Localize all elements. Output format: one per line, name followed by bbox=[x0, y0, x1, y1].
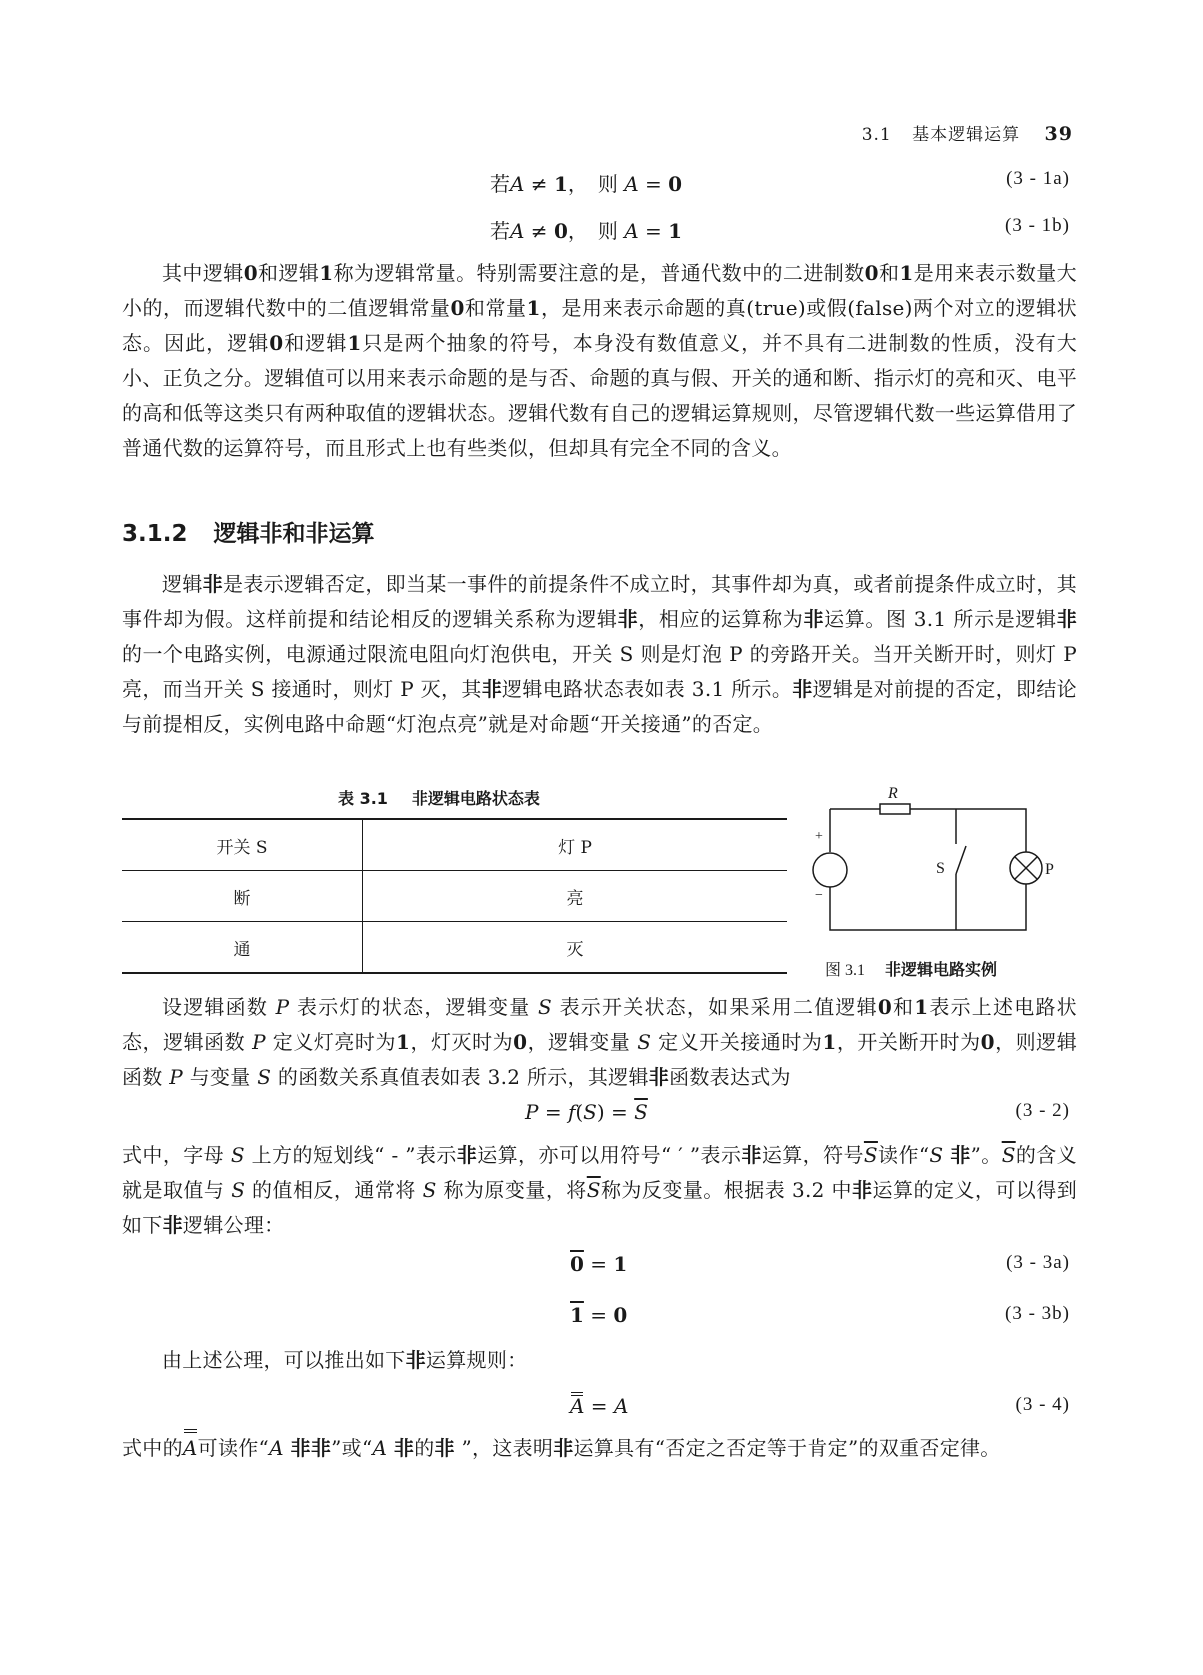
text: 称为原变量，将 bbox=[436, 1178, 587, 1202]
bold-term: 1 bbox=[899, 261, 914, 285]
variable: P bbox=[275, 995, 290, 1019]
text: 逻辑公理： bbox=[182, 1213, 285, 1237]
eq-const: 0 bbox=[613, 1303, 628, 1327]
eq-func: f bbox=[567, 1100, 576, 1124]
wire bbox=[830, 884, 1026, 930]
bold-term: 非 bbox=[162, 1213, 183, 1237]
text: ”。 bbox=[970, 1143, 1002, 1167]
eq-var: S bbox=[583, 1100, 597, 1124]
variable-negated: $\overline{S}$ bbox=[863, 1143, 878, 1167]
text: 设逻辑函数 bbox=[162, 995, 276, 1019]
bold-term: 非 bbox=[553, 1436, 574, 1460]
bold-term: 非 bbox=[434, 1436, 455, 1460]
paragraph-derivation bbox=[122, 1343, 1077, 1378]
table-cell: 亮 bbox=[566, 888, 584, 909]
variable: P bbox=[252, 1030, 266, 1054]
equation-number: (3 - 3a) bbox=[1006, 1252, 1070, 1273]
bold-term: 0 bbox=[877, 995, 893, 1019]
bold-term: 非非 bbox=[290, 1436, 332, 1460]
paragraph-double-negation bbox=[122, 1431, 1077, 1466]
eq-text: ， 则 bbox=[567, 219, 625, 243]
variable: S bbox=[422, 1178, 437, 1202]
text: 和逻辑 bbox=[283, 331, 348, 355]
variable-negated: $\overline{S}$ bbox=[586, 1178, 601, 1202]
text: 的 bbox=[414, 1436, 435, 1460]
resistor bbox=[880, 804, 910, 814]
bold-term: 1 bbox=[347, 331, 362, 355]
table-caption-title: 非逻辑电路状态表 bbox=[411, 789, 540, 808]
bold-term: 非 bbox=[792, 677, 813, 701]
variable: S bbox=[231, 1178, 246, 1202]
text: 是用来表示数量大小的，而逻辑代数中的二值逻辑常量 bbox=[122, 261, 1077, 320]
resistor-label: R bbox=[888, 785, 898, 802]
bold-term: 非 bbox=[405, 1348, 426, 1372]
eq-const: 1 bbox=[668, 219, 683, 243]
bold-term: 非 bbox=[393, 1436, 415, 1460]
text: 运算规则： bbox=[425, 1348, 528, 1372]
bold-term: 0 bbox=[513, 1030, 528, 1054]
paragraph-overbar-meaning bbox=[122, 1138, 1077, 1243]
equation-number: (3 - 1a) bbox=[1006, 168, 1070, 189]
bold-term: 非 bbox=[481, 677, 503, 701]
page-number: 39 bbox=[1044, 123, 1073, 145]
lamp-label: P bbox=[1045, 861, 1054, 878]
table-cell: 断 bbox=[122, 871, 363, 922]
bold-term: 非 bbox=[741, 1143, 762, 1167]
text: ，灯灭时为 bbox=[410, 1030, 514, 1054]
running-head bbox=[862, 120, 1073, 145]
table-caption-number: 表 3.1 bbox=[338, 789, 388, 808]
eq-op: = bbox=[538, 1100, 568, 1124]
text: 运算的定义，可以得到如下 bbox=[122, 1178, 1078, 1237]
eq-var: A bbox=[624, 172, 639, 196]
switch-label: S bbox=[936, 860, 945, 877]
text: 的值相反，通常将 bbox=[245, 1178, 423, 1202]
heading-number: 3.1.2 bbox=[122, 521, 188, 547]
equation-3-3b bbox=[0, 1303, 1203, 1335]
text: ，开关断开时为 bbox=[836, 1030, 981, 1054]
text: 定义开关接通时为 bbox=[651, 1030, 823, 1054]
eq-var: A bbox=[613, 1394, 629, 1418]
text bbox=[284, 1436, 291, 1460]
table-header-cell: 灯 P bbox=[558, 837, 592, 858]
text: 和逻辑 bbox=[257, 261, 320, 285]
section-heading bbox=[122, 515, 375, 548]
bold-term: 非 bbox=[617, 607, 639, 631]
text: 上方的短划线“ - ”表示 bbox=[244, 1143, 457, 1167]
variable: A bbox=[372, 1436, 388, 1460]
wire bbox=[910, 809, 1026, 852]
variable: S bbox=[637, 1030, 652, 1054]
eq-op: = bbox=[583, 1252, 614, 1276]
text: 是表示逻辑否定，即当某一事件的前提条件不成立时，其事件却为真，或者前提条件成立时，其事件却为假。这样前提和结论相反的逻辑关系称为逻辑 bbox=[122, 572, 1077, 631]
table-header-row bbox=[122, 819, 787, 871]
bold-term: 非 bbox=[648, 1065, 670, 1089]
minus-label: − bbox=[815, 888, 823, 903]
text: 函数表达式为 bbox=[669, 1065, 791, 1089]
plus-label: + bbox=[815, 829, 823, 844]
equation-number: (3 - 4) bbox=[1015, 1394, 1070, 1415]
text: 的函数关系真值表如表 3.2 所示，其逻辑 bbox=[271, 1065, 649, 1089]
section-title: 基本逻辑运算 bbox=[912, 125, 1021, 145]
eq-op: ≠ bbox=[524, 172, 554, 196]
paragraph-logic-constants bbox=[122, 256, 1077, 466]
text: 可读作“ bbox=[197, 1436, 270, 1460]
eq-paren: ) bbox=[596, 1100, 605, 1124]
bold-term: 0 bbox=[243, 261, 258, 285]
variable-negated: $\overline{S}$ bbox=[1001, 1143, 1016, 1167]
bold-term: 非 bbox=[202, 572, 224, 596]
text: 与变量 bbox=[183, 1065, 258, 1089]
text: 称为逻辑常量。特别需要注意的是，普通代数中的二进制数 bbox=[333, 261, 865, 285]
eq-op: = bbox=[604, 1100, 635, 1124]
table-header-cell: 开关 S bbox=[122, 819, 363, 871]
table-row bbox=[122, 922, 787, 974]
text: 运算，亦可以用符号“ ′ ”表示 bbox=[477, 1143, 742, 1167]
eq-text: 若 bbox=[490, 219, 510, 243]
eq-var: A bbox=[510, 219, 525, 243]
text: 的一个电路实例，电源通过限流电阻向灯泡供电，开关 S 则是灯泡 P 的旁路开关。当开关断开时，则灯 P 亮，而当开关 S 接通时，则灯 P 灭，其 bbox=[122, 642, 1077, 701]
eq-const-negated: 1 bbox=[570, 1303, 584, 1327]
bold-term: 1 bbox=[319, 261, 334, 285]
table-caption bbox=[338, 786, 540, 809]
bold-term: 0 bbox=[269, 331, 284, 355]
text: ”或“ bbox=[331, 1436, 373, 1460]
text: ，则逻辑函数 bbox=[122, 1030, 1077, 1089]
text: 表示上述电路状态，逻辑函数 bbox=[122, 995, 1077, 1054]
table-row bbox=[122, 871, 787, 922]
bold-term: 非 bbox=[950, 1143, 971, 1167]
eq-const: 1 bbox=[553, 172, 568, 196]
text: ，相应的运算称为 bbox=[638, 607, 804, 631]
eq-const: 0 bbox=[553, 219, 568, 243]
equation-3-1a bbox=[0, 168, 1203, 200]
eq-var: A bbox=[510, 172, 525, 196]
text: 读作“ bbox=[877, 1143, 930, 1167]
eq-var: A bbox=[624, 219, 639, 243]
eq-op: = bbox=[638, 219, 669, 243]
equation-number: (3 - 2) bbox=[1015, 1100, 1070, 1121]
variable: P bbox=[169, 1065, 184, 1089]
bold-term: 0 bbox=[450, 296, 465, 320]
text: 的含义就是取值与 bbox=[122, 1143, 1077, 1202]
figure-caption bbox=[825, 957, 997, 980]
eq-const-negated: 0 bbox=[570, 1252, 584, 1276]
text: 其中逻辑 bbox=[162, 261, 244, 285]
text: 运算，符号 bbox=[761, 1143, 864, 1167]
variable: S bbox=[929, 1143, 944, 1167]
table-cell: 通 bbox=[122, 922, 363, 974]
eq-const: 1 bbox=[613, 1252, 628, 1276]
bold-term: 非 bbox=[456, 1143, 478, 1167]
figure-caption-number: 图 3.1 bbox=[825, 962, 866, 979]
equation-number: (3 - 1b) bbox=[1005, 215, 1070, 236]
text bbox=[387, 1436, 394, 1460]
text: 和 bbox=[878, 261, 900, 285]
eq-op: = bbox=[638, 172, 669, 196]
eq-var-negated: $\overline{S}$ bbox=[634, 1100, 648, 1124]
text: 逻辑电路状态表如表 3.1 所示。 bbox=[502, 677, 793, 701]
text: 运算。图 3.1 所示是逻辑 bbox=[824, 607, 1057, 631]
eq-text: 若 bbox=[490, 172, 510, 196]
text: 和 bbox=[892, 995, 915, 1019]
text: 由上述公理，可以推出如下 bbox=[162, 1348, 406, 1372]
paragraph-function-def bbox=[122, 990, 1077, 1095]
power-source bbox=[813, 853, 847, 887]
circuit-diagram bbox=[808, 782, 1054, 942]
eq-text: ， 则 bbox=[567, 172, 625, 196]
text: ，是用来表示命题的真(true)或假(false)两个对立的逻辑状态。因此，逻辑 bbox=[122, 296, 1078, 355]
text: 和常量 bbox=[464, 296, 527, 320]
section-number: 3.1 bbox=[861, 125, 892, 145]
variable: S bbox=[538, 995, 553, 1019]
text: 只是两个抽象的符号，本身没有数值意义，并不具有二进制数的性质，没有大小、正负之分。逻辑值可以用来表示命题的是与否、命题的真与假、开关的通和断、指示灯的亮和灭、电平的高和低等这类只有两种取值的逻辑状态。逻辑代数有自己的逻辑运算规则，尽管逻辑代数一些运算借用了普通代数的运算符号，而且形式上也有些类似，但却具有完全不同的含义。 bbox=[122, 331, 1078, 460]
paragraph-logic-not bbox=[122, 567, 1077, 742]
bold-term: 1 bbox=[526, 296, 541, 320]
equation-3-3a bbox=[0, 1252, 1203, 1284]
text: 定义灯亮时为 bbox=[265, 1030, 397, 1054]
text: 式中的 bbox=[122, 1436, 183, 1460]
bold-term: 0 bbox=[980, 1030, 995, 1054]
state-table bbox=[122, 818, 787, 974]
text: ，逻辑变量 bbox=[527, 1030, 638, 1054]
text: 式中，字母 bbox=[122, 1143, 231, 1167]
figure-caption-title: 非逻辑电路实例 bbox=[885, 960, 998, 979]
table-cell: 灭 bbox=[566, 939, 584, 960]
eq-const: 0 bbox=[668, 172, 683, 196]
text: ”，这表明 bbox=[454, 1436, 554, 1460]
text: 逻辑是对前提的否定，即结论与前提相反，实例电路中命题“灯泡点亮”就是对命题“开关接通”的否定。 bbox=[122, 677, 1077, 736]
eq-op: = bbox=[584, 1394, 614, 1418]
eq-op: = bbox=[583, 1303, 614, 1327]
eq-paren: ( bbox=[575, 1100, 584, 1124]
bold-term: 非 bbox=[1056, 607, 1077, 631]
equation-3-2 bbox=[0, 1100, 1203, 1132]
bold-term: 1 bbox=[822, 1030, 837, 1054]
bold-term: 1 bbox=[396, 1030, 411, 1054]
bold-term: 0 bbox=[864, 261, 879, 285]
text: 逻辑 bbox=[162, 572, 203, 596]
switch-blade bbox=[956, 846, 966, 874]
variable-double-negated: A bbox=[183, 1431, 198, 1466]
eq-op: ≠ bbox=[524, 219, 554, 243]
bold-term: 非 bbox=[803, 607, 825, 631]
equation-3-1b bbox=[0, 215, 1203, 247]
text: 运算具有“否定之否定等于肯定”的双重否定律。 bbox=[573, 1436, 1001, 1460]
eq-var: P bbox=[525, 1100, 539, 1124]
bold-term: 非 bbox=[852, 1178, 873, 1202]
equation-number: (3 - 3b) bbox=[1005, 1303, 1070, 1324]
text: 表示灯的状态，逻辑变量 bbox=[289, 995, 538, 1019]
equation-3-4 bbox=[0, 1394, 1203, 1426]
eq-var-double-negated: A bbox=[570, 1394, 585, 1418]
heading-title: 逻辑非和非运算 bbox=[213, 521, 375, 547]
variable: S bbox=[257, 1065, 272, 1089]
text: 表示开关状态，如果采用二值逻辑 bbox=[552, 995, 878, 1019]
text: 称为反变量。根据表 3.2 中 bbox=[600, 1178, 853, 1202]
bold-term: 1 bbox=[914, 995, 929, 1019]
variable: S bbox=[230, 1143, 245, 1167]
variable: A bbox=[269, 1436, 284, 1460]
